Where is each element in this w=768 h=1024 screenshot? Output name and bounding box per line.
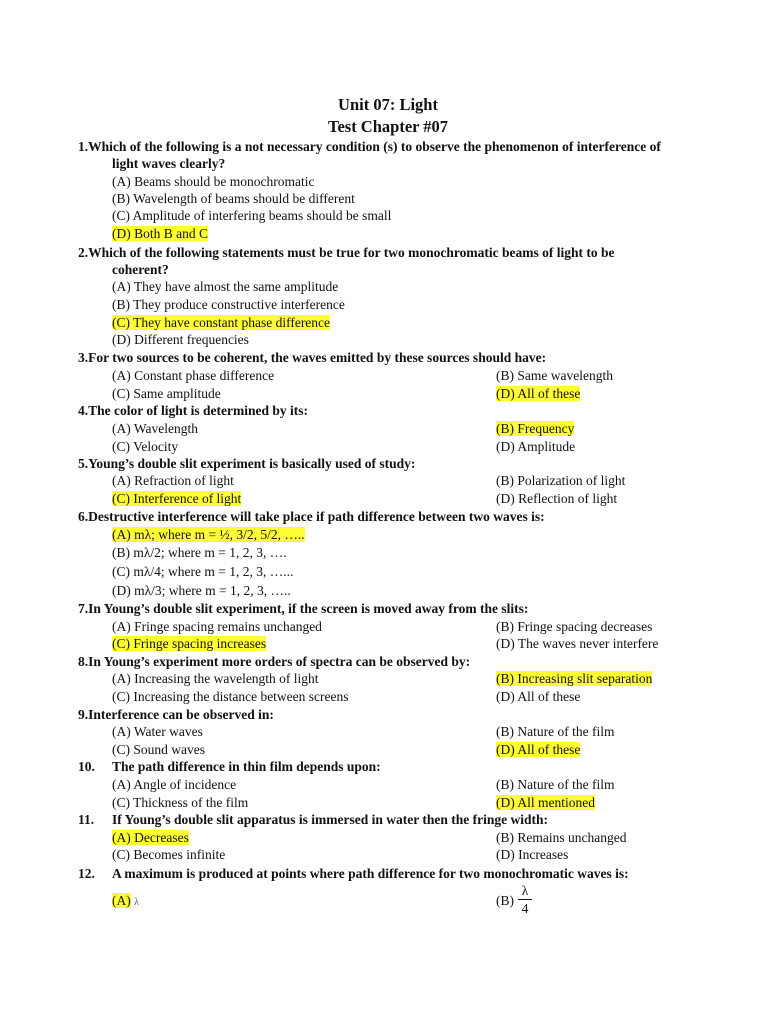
option-2c-answer [112, 314, 330, 332]
option-4d: (D) Amplitude [496, 439, 576, 454]
question-8 [78, 653, 470, 671]
option-5b: (B) Polarization of light [496, 473, 626, 488]
option-11c: (C) Becomes infinite [112, 847, 226, 862]
option-6b: (B) mλ/2; where m = 1, 2, 3, …. [112, 545, 287, 560]
page-title: Unit 07: Light [338, 95, 438, 114]
option-10b: (B) Nature of the film [496, 777, 615, 792]
fraction-bar [518, 899, 532, 900]
option-9c: (C) Sound waves [112, 742, 205, 757]
question-number-12: 12. [78, 866, 95, 881]
question-number: 3. [78, 350, 89, 365]
question-text: Which of the following is a not necessary condition (s) to observe the phenomenon of interference of [88, 139, 661, 154]
highlighted-answer: (D) All of these [496, 386, 581, 401]
option-1a: (A) Beams should be monochromatic [112, 174, 315, 189]
option-11d: (D) Increases [496, 847, 569, 862]
question-number-11: 11. [78, 812, 95, 827]
option-10c: (C) Thickness of the film [112, 795, 249, 810]
option-3b: (B) Same wavelength [496, 368, 613, 383]
highlighted-answer: (C) Interference of light [112, 491, 242, 506]
question-number-10: 10. [78, 759, 95, 774]
option-11a-answer [112, 829, 189, 847]
option-7a: (A) Fringe spacing remains unchanged [112, 619, 322, 634]
option-7d: (D) The waves never interfere [496, 636, 659, 651]
question-text-continued: light waves clearly? [112, 156, 226, 171]
highlighted-answer: (D) Both B and C [112, 226, 208, 241]
question-text: Young’s double slit experiment is basically used of study: [88, 456, 416, 471]
highlighted-answer: (A) [112, 893, 131, 908]
option-1d-answer [112, 225, 208, 243]
option-2a: (A) They have almost the same amplitude [112, 279, 339, 294]
question-6 [78, 508, 545, 526]
highlighted-answer: (D) All of these [496, 742, 581, 757]
fraction-numerator: λ [521, 883, 529, 898]
question-11-text: If Young’s double slit apparatus is immersed in water then the fringe width: [112, 812, 549, 827]
question-4 [78, 402, 308, 420]
option-7c-answer [112, 635, 266, 653]
option-5a: (A) Refraction of light [112, 473, 234, 488]
option-1c: (C) Amplitude of interfering beams should be small [112, 208, 392, 223]
option-9b: (B) Nature of the film [496, 724, 615, 739]
question-number: 5. [78, 456, 89, 471]
option-8b-answer [496, 670, 652, 688]
option-10a: (A) Angle of incidence [112, 777, 237, 792]
question-7 [78, 600, 528, 618]
option-2d: (D) Different frequencies [112, 332, 249, 347]
option-7b: (B) Fringe spacing decreases [496, 619, 653, 634]
question-number: 7. [78, 601, 89, 616]
question-1 [78, 138, 661, 156]
question-text: Interference can be observed in: [88, 707, 274, 722]
highlighted-answer: (A) mλ; where m = ½, 3/2, 5/2, ….. [112, 527, 305, 542]
option-5c-answer [112, 490, 241, 508]
option-8d: (D) All of these [496, 689, 581, 704]
question-text: In Young’s experiment more orders of spectra can be observed by: [88, 654, 471, 669]
option-2b: (B) They produce constructive interference [112, 297, 345, 312]
option-3d-answer [496, 385, 580, 403]
question-3 [78, 349, 546, 367]
question-number: 2. [78, 245, 89, 260]
option-5d: (D) Reflection of light [496, 491, 618, 506]
lambda-symbol: λ [134, 897, 139, 908]
option-4c: (C) Velocity [112, 439, 179, 454]
option-3a: (A) Constant phase difference [112, 368, 275, 383]
option-4b-answer [496, 420, 574, 438]
question-text: Which of the following statements must be true for two monochromatic beams of light to be [88, 245, 615, 260]
option-9d-answer [496, 741, 580, 759]
fraction-denominator: 4 [521, 901, 529, 916]
option-3c: (C) Same amplitude [112, 386, 221, 401]
question-number: 1. [78, 139, 89, 154]
highlighted-answer: (D) All mentioned [496, 795, 595, 810]
question-5 [78, 455, 415, 473]
question-number: 6. [78, 509, 89, 524]
option-9a: (A) Water waves [112, 724, 203, 739]
question-text: The color of light is determined by its: [88, 403, 308, 418]
highlighted-answer: (B) Increasing slit separation [496, 671, 653, 686]
option-6a-answer [112, 526, 305, 544]
option-6c: (C) mλ/4; where m = 1, 2, 3, …... [112, 564, 294, 579]
fraction-lambda-over-4 [518, 884, 532, 916]
highlighted-answer: (B) Frequency [496, 421, 575, 436]
option-6d: (D) mλ/3; where m = 1, 2, 3, ….. [112, 583, 291, 598]
question-12-text: A maximum is produced at points where path difference for two monochromatic waves is: [112, 866, 629, 881]
question-number: 9. [78, 707, 89, 722]
highlighted-answer: (C) Fringe spacing increases [112, 636, 267, 651]
question-text-continued: coherent? [112, 262, 169, 277]
option-4a: (A) Wavelength [112, 421, 199, 436]
question-number: 4. [78, 403, 89, 418]
question-10-text: The path difference in thin film depends upon: [112, 759, 381, 774]
highlighted-answer: (A) Decreases [112, 830, 189, 845]
option-1b: (B) Wavelength of beams should be different [112, 191, 355, 206]
page-subtitle: Test Chapter #07 [327, 117, 449, 136]
option-12a-answer [112, 892, 139, 912]
option-8a: (A) Increasing the wavelength of light [112, 671, 319, 686]
option-11b: (B) Remains unchanged [496, 830, 627, 845]
question-number: 8. [78, 654, 89, 669]
option-10d-answer [496, 794, 595, 812]
option-8c: (C) Increasing the distance between screens [112, 689, 349, 704]
question-text: For two sources to be coherent, the waves emitted by these sources should have: [88, 350, 547, 365]
question-text: Destructive interference will take place if path difference between two waves is: [88, 509, 545, 524]
option-12b-label: (B) [496, 893, 514, 908]
highlighted-answer: (C) They have constant phase difference [112, 315, 331, 330]
question-9 [78, 706, 274, 724]
question-text: In Young’s double slit experiment, if the screen is moved away from the slits: [88, 601, 529, 616]
question-2 [78, 244, 614, 262]
